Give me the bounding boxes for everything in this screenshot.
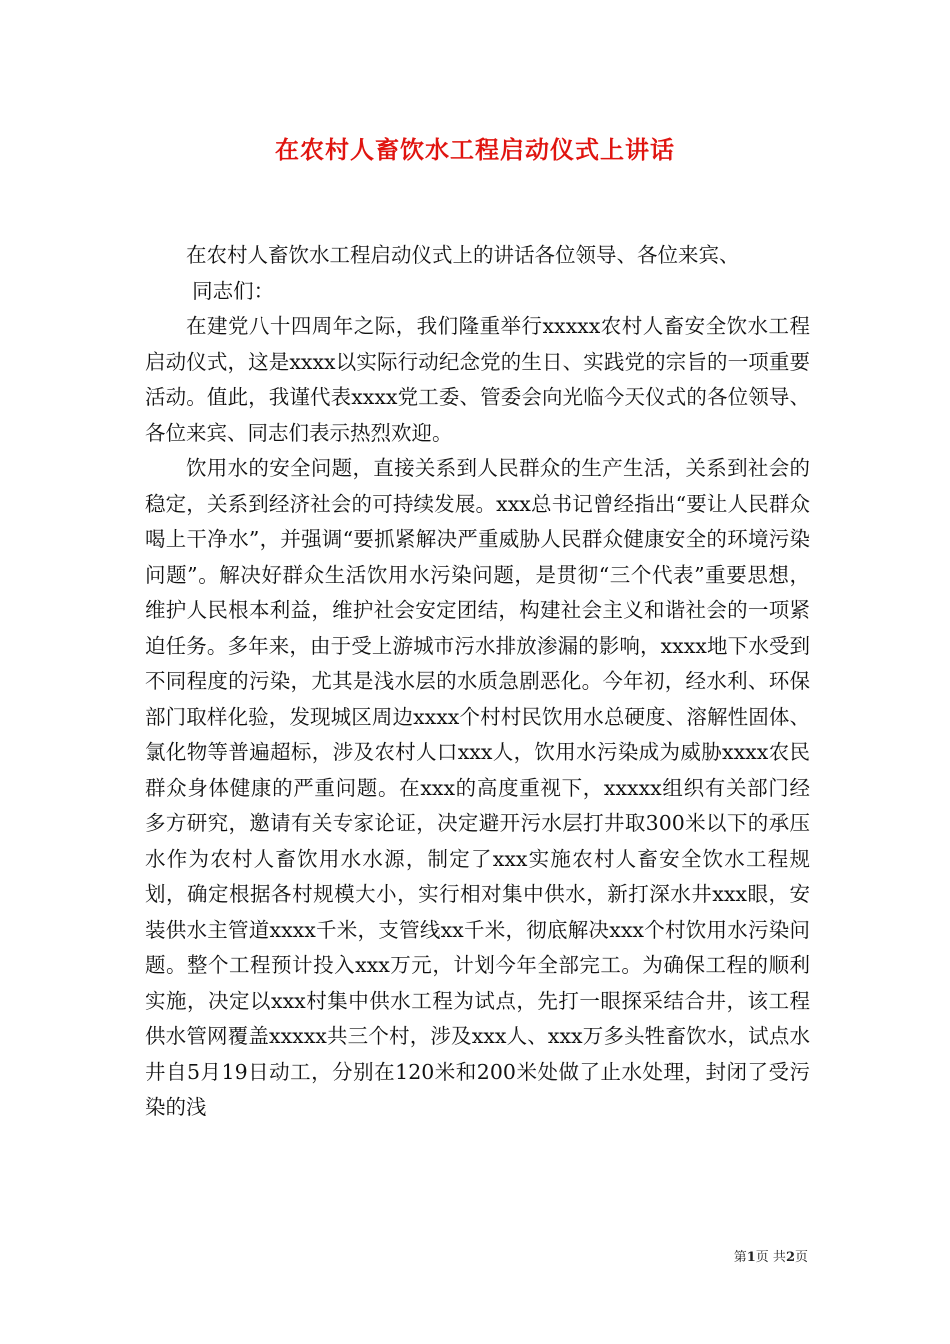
opening-line: 在农村人畜饮水工程启动仪式上的讲话各位领导、各位来宾、 xyxy=(186,243,740,267)
footer-total-pages: 2 xyxy=(785,1250,795,1265)
salutation: 同志们： xyxy=(192,278,275,303)
document-title: 在农村人畜饮水工程启动仪式上讲话 xyxy=(275,135,675,164)
page-footer xyxy=(0,1249,808,1267)
footer-prefix: 第 xyxy=(733,1250,747,1265)
paragraph-welcome: 在建党八十四周年之际，我们隆重举行xxxxx农村人畜安全饮水工程启动仪式，这是xxxx以实际行动纪念党的生日、实践党的宗旨的一项重要活动。值此，我谨代表xxxx党工委、管委会向光临今天仪式的各位领导、各位来宾、同志们表示热烈欢迎。 xyxy=(145,314,810,445)
document-body xyxy=(145,238,810,1126)
footer-middle: 页 共 xyxy=(755,1250,786,1265)
footer-current-page: 1 xyxy=(746,1250,756,1265)
paragraph-water-safety: 饮用水的安全问题，直接关系到人民群众的生产生活，关系到社会的稳定，关系到经济社会的可持续发展。xxx总书记曾经指出“要让人民群众喝上干净水”，并强调“要抓紧解决严重威胁人民群众健康安全的环境污染问题”。解决好群众生活饮用水污染问题，是贯彻“三个代表”重要思想，维护人民根本利益，维护社会安定团结，构建社会主义和谐社会的一项紧迫任务。多年来，由于受上游城市污水排放渗漏的影响，xxxx地下水受到不同程度的污染，尤其是浅水层的水质急剧恶化。今年初，经水利、环保部门取样化验，发现城区周边xxxx个村村民饮用水总硬度、溶解性固体、氯化物等普遍超标，涉及农村人口xxx人，饮用水污染成为威胁xxxx农民群众身体健康的严重问题。在xxx的高度重视下，xxxxx组织有关部门经多方研究，邀请有关专家论证，决定避开污水层打井取300米以下的承压水作为农村人畜饮用水水源，制定了xxx实施农村人畜安全饮水工程规划，确定根据各村规模大小，实行相对集中供水，新打深水井xxx眼，安装供水主管道xxxx千米，支管线xx千米，彻底解决xxx个村饮用水污染问题。整个工程预计投入xxx万元，计划今年全部完工。为确保工程的顺利实施，决定以xxx村集中供水工程为试点，先打一眼探采结合井，该工程供水管网覆盖xxxxx共三个村，涉及xxx人、xxx万多头牲畜饮水，试点水井自5月19日动工，分别在120米和200米处做了止水处理，封闭了受污染的浅 xyxy=(145,456,810,1119)
footer-suffix: 页 xyxy=(794,1250,808,1265)
